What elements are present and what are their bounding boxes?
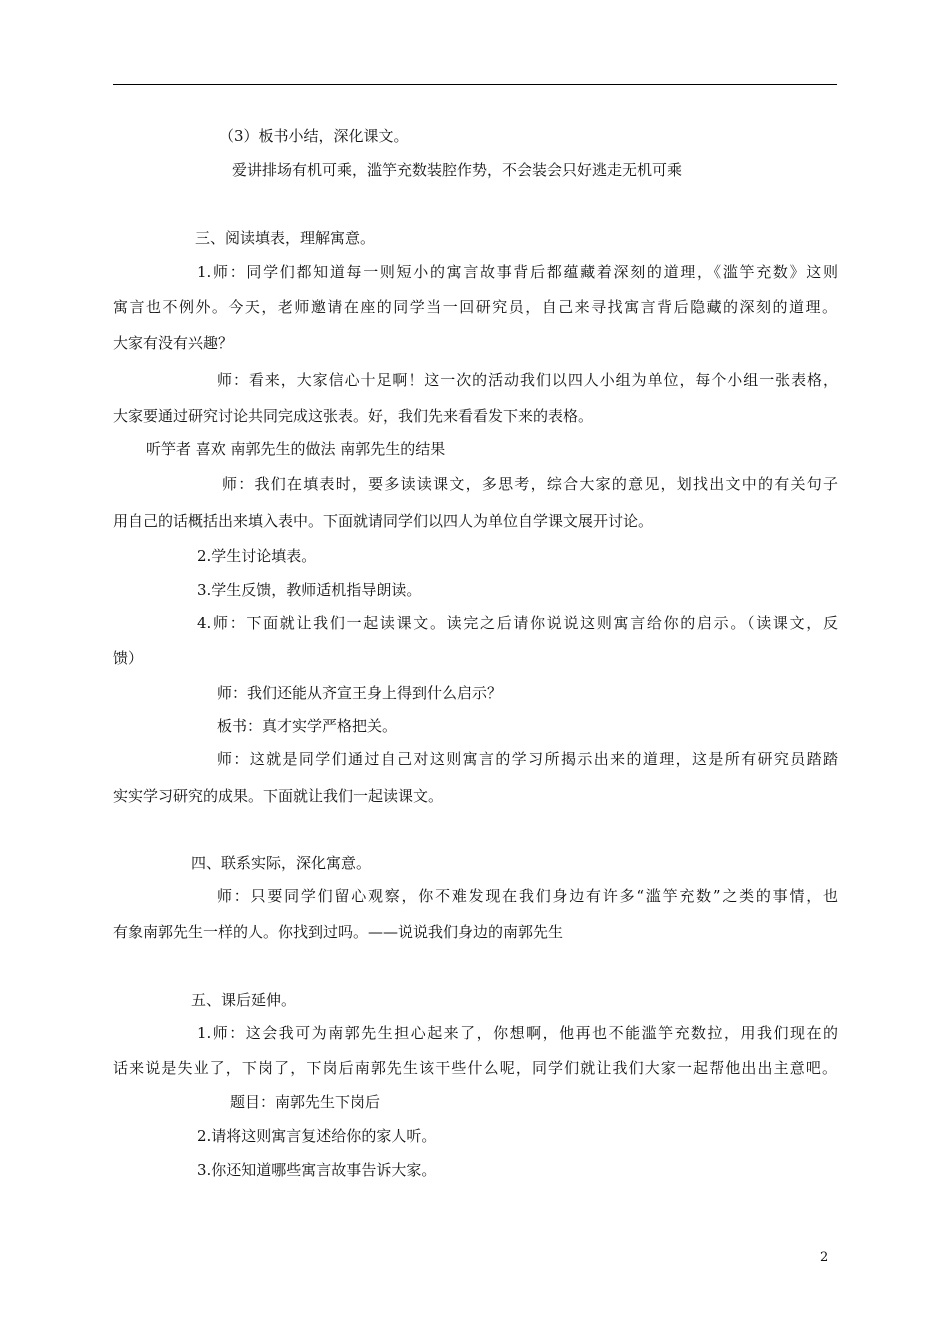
section-heading: 五、课后延伸。 xyxy=(191,991,297,1009)
text-line: 大家有没有兴趣？ xyxy=(113,334,234,352)
text-line: 有象南郭先生一样的人。你找到过吗。——说说我们身边的南郭先生 xyxy=(113,923,564,941)
section-heading: 三、阅读填表，理解寓意。 xyxy=(195,229,376,247)
section-heading: 四、联系实际，深化寓意。 xyxy=(191,854,372,872)
text-line: 4.师：下面就让我们一起读课文。读完之后请你说说这则寓言给你的启示。（读课文，反 xyxy=(197,614,838,632)
text-line: 板书：真才实学严格把关。 xyxy=(217,717,398,735)
text-line: 师：我们还能从齐宣王身上得到什么启示？ xyxy=(217,684,503,702)
header-rule xyxy=(113,84,837,85)
text-line: 2.学生讨论填表。 xyxy=(197,547,317,565)
text-line: 师：只要同学们留心观察，你不难发现在我们身边有许多“滥竽充数”之类的事情，也 xyxy=(217,887,838,905)
text-line: 寓言也不例外。今天，老师邀请在座的同学当一回研究员，自己来寻找寓言背后隐藏的深刻的道理。 xyxy=(113,298,837,316)
text-line: 大家要通过研究讨论共同完成这张表。好，我们先来看看发下来的表格。 xyxy=(113,407,594,425)
text-line: 1.师：这会我可为南郭先生担心起来了，你想啊，他再也不能滥竽充数拉，用我们现在的 xyxy=(197,1024,838,1042)
text-line: （3）板书小结，深化课文。 xyxy=(219,127,409,145)
text-line: 题目：南郭先生下岗后 xyxy=(230,1093,381,1111)
text-line: 1.师：同学们都知道每一则短小的寓言故事背后都蕴藏着深刻的道理，《滥竽充数》这则 xyxy=(197,263,838,281)
text-line: 用自己的话概括出来填入表中。下面就请同学们以四人为单位自学课文展开讨论。 xyxy=(113,512,654,530)
text-line: 爱讲排场有机可乘，滥竽充数装腔作势，不会装会只好逃走无机可乘 xyxy=(232,161,683,179)
table-header-line: 听竽者 喜欢 南郭先生的做法 南郭先生的结果 xyxy=(146,440,446,458)
text-line: 师：这就是同学们通过自己对这则寓言的学习所揭示出来的道理，这是所有研究员踏踏 xyxy=(217,750,838,768)
text-line: 馈） xyxy=(113,649,144,667)
text-line: 3.你还知道哪些寓言故事告诉大家。 xyxy=(197,1161,437,1179)
text-line: 2.请将这则寓言复述给你的家人听。 xyxy=(197,1127,437,1145)
text-line: 实实学习研究的成果。下面就让我们一起读课文。 xyxy=(113,787,444,805)
text-line: 3.学生反馈，教师适机指导朗读。 xyxy=(197,581,422,599)
text-line: 师：看来，大家信心十足啊！这一次的活动我们以四人小组为单位，每个小组一张表格， xyxy=(217,371,838,389)
page-number: 2 xyxy=(820,1250,829,1265)
text-line: 师：我们在填表时，要多读读课文，多思考，综合大家的意见，划找出文中的有关句子 xyxy=(222,475,838,493)
text-line: 话来说是失业了，下岗了，下岗后南郭先生该干些什么呢，同学们就让我们大家一起帮他出出主意吧。 xyxy=(113,1059,837,1077)
